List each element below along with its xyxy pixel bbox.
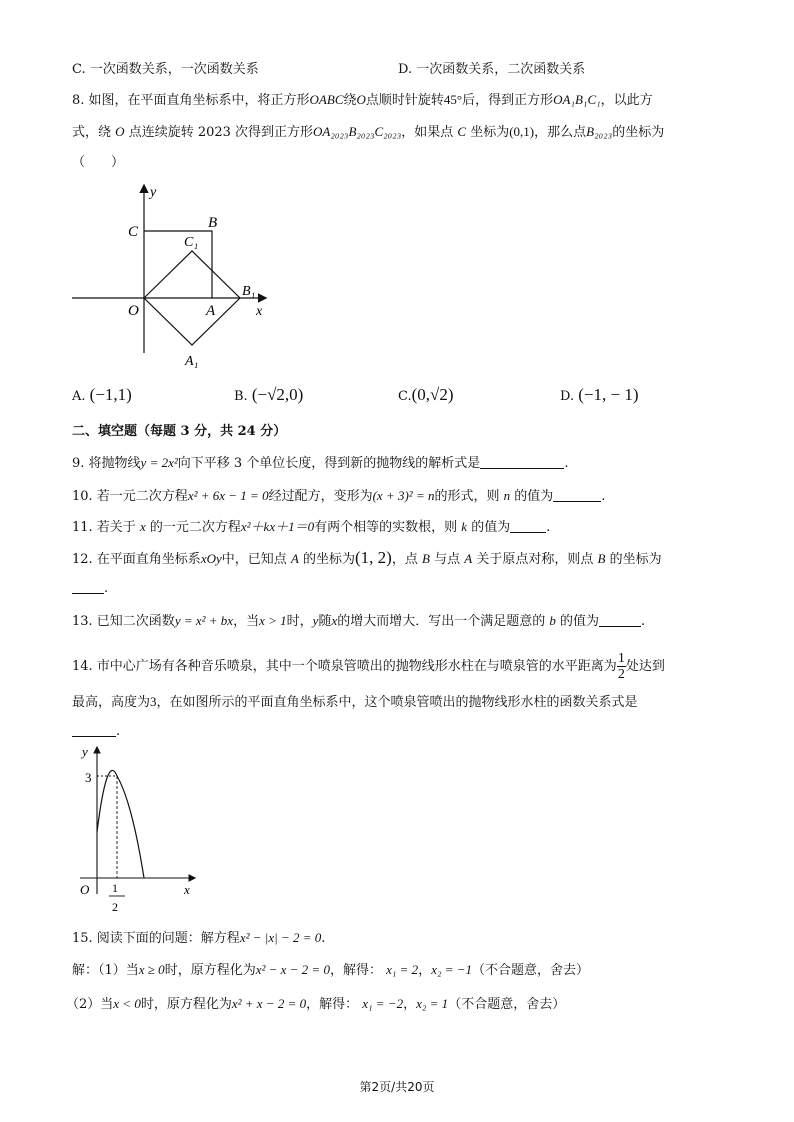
q8-line2: 式，绕 O 点连续旋转 2023 次得到正方形OA₂₀₂₃B₂₀₂₃C₂₀₂₃，如果点 C 坐标为(0,1)，那么点B₂₀₂₃的坐标为: [72, 124, 665, 140]
q14-label-num: 1: [112, 881, 118, 895]
q14-line2: 最高，高度为3，在如图所示的平面直角坐标系中，这个喷泉管喷出的抛物线形水柱的函数关系式是: [72, 694, 638, 710]
q14-line1: 14. 市中心广场有各种音乐喷泉，其中一个喷泉管喷出的抛物线形水柱在与喷泉管的水平距离为 $\frac{1}{2}$ 处达到: [72, 651, 665, 682]
q14-figure: [70, 742, 200, 917]
q9-text: 9. 将抛物线y = 2x²向下平移 3 个单位长度，得到新的抛物线的解析式是 .: [72, 455, 569, 471]
q7-option-c: C. 一次函数关系，一次函数关系: [72, 62, 259, 77]
q14-answer-blank[interactable]: [72, 723, 116, 737]
q8-option-b: B. (−√2,0): [234, 385, 304, 404]
q8-label-a1: A₁: [185, 354, 199, 369]
q14-fraction: $\frac{1}{2}$: [617, 651, 625, 682]
q8-label-o: O: [128, 303, 139, 319]
q12-answer-blank[interactable]: [72, 580, 104, 594]
q14-label-o: O: [80, 882, 90, 897]
q7-option-d: D. 一次函数关系，二次函数关系: [398, 62, 586, 77]
q15-solution-1: 解：（1）当x ≥ 0时，原方程化为x² − x − 2 = 0，解得： x₁ = 2，x₂ = −1（不合题意，舍去）: [72, 962, 590, 978]
q8-label-y: y: [150, 185, 157, 200]
q11-text: 11. 若关于 x 的一元二次方程x²＋kx＋1＝0有两个相等的实数根，则 k 的值为 .: [72, 519, 551, 535]
q9-answer-blank[interactable]: [480, 455, 564, 469]
q12-answer-line: .: [72, 580, 108, 598]
q14-label-x: x: [184, 882, 190, 897]
q14-label-3: 3: [85, 770, 92, 785]
q14-answer-line: .: [72, 723, 120, 741]
q8-option-d: D. (−1, − 1): [560, 385, 639, 404]
q8-label-c: C: [128, 224, 139, 240]
page-footer: 第2页/共20页: [359, 1080, 435, 1094]
q14-parabola: [97, 770, 144, 878]
q8-line1: 8. 如图，在平面直角坐标系中，将正方形OABC绕O点顺时针旋转45°后，得到正方形OA₁B₁C₁，以此方: [72, 92, 653, 108]
q10-text: 10. 若一元二次方程x² + 6x − 1 = 0经过配方，变形为(x + 3)² = n的形式，则 n 的值为 .: [72, 488, 606, 504]
q8-label-c1: C₁: [184, 235, 199, 250]
q8-label-a: A: [206, 303, 216, 319]
q8-option-a: A. (−1,1): [72, 385, 132, 404]
q15-solution-2: （2）当x < 0时，原方程化为x² + x − 2 = 0，解得： x₁ = −2，x₂ = 1（不合题意，舍去）: [66, 996, 566, 1012]
q14-label-y: y: [82, 744, 88, 759]
q11-answer-blank[interactable]: [510, 519, 546, 533]
q8-figure: [60, 178, 280, 373]
q15-text: 15. 阅读下面的问题：解方程x² − |x| − 2 = 0.: [72, 930, 326, 946]
q8-answer-paren: （ ）: [72, 155, 125, 170]
q13-answer-blank[interactable]: [599, 613, 641, 627]
q8-label-b: B: [208, 215, 218, 231]
q8-option-c: C.(0,√2): [398, 385, 454, 404]
q14-label-den: 2: [112, 900, 118, 914]
q8-label-b1: B₁: [242, 284, 256, 299]
section-heading-fill-in: 二、填空题（每题 3 分，共 24 分）: [72, 424, 287, 439]
q13-text: 13. 已知二次函数y = x² + bx，当x > 1时，y随x的增大而增大．写出一个满足题意的 b 的值为 .: [72, 613, 646, 629]
q8-label-x: x: [256, 304, 263, 319]
q10-answer-blank[interactable]: [553, 488, 601, 502]
q12-text: 12. 在平面直角坐标系xOy中，已知点 A 的坐标为(1, 2)，点 B 与点 A 关于原点对称，则点 B 的坐标为: [72, 548, 662, 567]
